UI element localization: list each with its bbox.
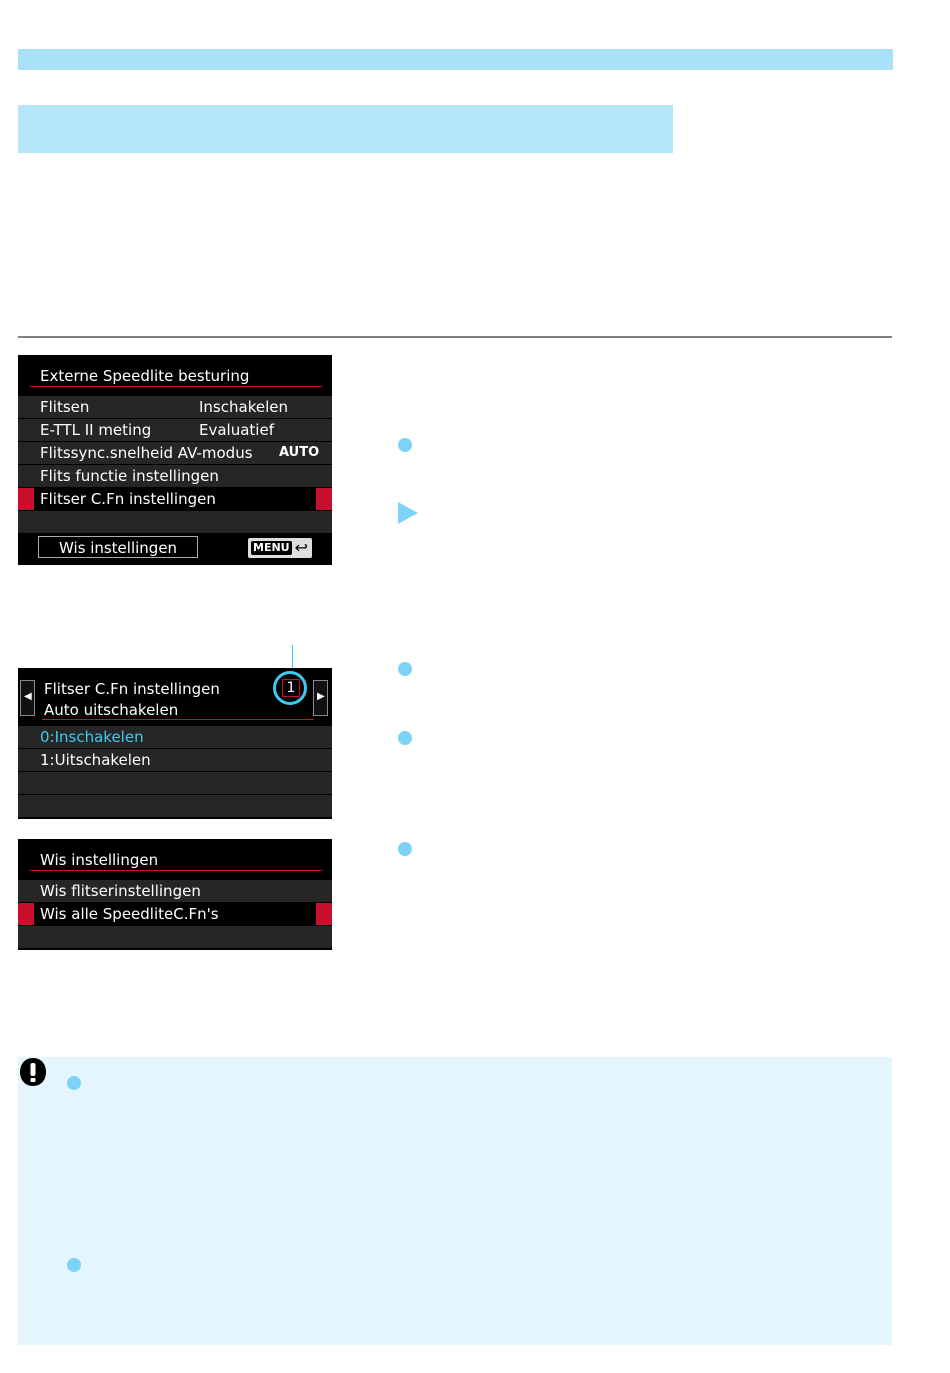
menu-row-empty [18,511,332,533]
row-label: Wis alle SpeedliteC.Fn's [40,905,219,923]
flash-cfn-screen [18,668,332,819]
menu-row-empty [18,926,332,948]
screen-title: Externe Speedlite besturing [40,367,250,385]
row-label: Flitssync.snelheid AV-modus [40,444,253,462]
bullet-dot-icon [67,1076,81,1090]
row-label: Flitsen [40,398,90,416]
menu-row-flash-sync[interactable] [18,442,332,464]
title-underline [30,870,322,871]
clear-settings-button[interactable]: Wis instellingen [38,536,198,558]
option-row-enable[interactable] [18,726,332,748]
function-name: Auto uitschakelen [44,701,179,719]
option-label: 1:Uitschakelen [40,751,151,769]
screen-title: Flitser C.Fn instellingen [44,680,220,698]
chevron-left-icon: ◀ [24,691,32,702]
menu-row-flitsen[interactable] [18,396,332,418]
bullet-dot-icon [398,731,412,745]
bullet-dot-icon [398,438,412,452]
title-underline [30,386,322,387]
step-arrow-icon [398,502,418,524]
bullet-dot-icon [398,662,412,676]
section-divider [18,336,892,338]
row-label: Flitser C.Fn instellingen [40,490,216,508]
row-label: Wis flitserinstellingen [40,882,201,900]
caution-icon [19,1057,47,1087]
title-underline [42,719,314,720]
row-value: AUTO [279,445,320,460]
prev-page-button[interactable] [20,680,35,716]
section-header-bar [18,49,893,70]
row-value: Evaluatief [199,421,274,439]
clear-settings-screen [18,839,332,950]
option-row-disable[interactable] [18,749,332,771]
menu-row-clear-cfn-selected[interactable] [18,903,332,925]
return-icon: ↩ [294,538,308,557]
option-label-selected: 0:Inschakelen [40,728,144,746]
row-label: Flits functie instellingen [40,467,219,485]
subsection-title-bar [18,105,673,153]
option-row-empty [18,795,332,817]
next-page-button[interactable] [313,680,328,716]
row-value: Inschakelen [199,398,288,416]
option-row-empty [18,772,332,794]
menu-return-button[interactable] [248,538,312,558]
menu-row-ettl-metering[interactable] [18,419,332,441]
menu-label: MENU [253,541,290,554]
highlight-circle [273,671,307,705]
row-label: E-TTL II meting [40,421,152,439]
caution-note-box [18,1057,892,1345]
menu-row-clear-flash[interactable] [18,880,332,902]
bullet-dot-icon [398,842,412,856]
menu-row-flash-cfn-selected[interactable] [18,488,332,510]
screen-title: Wis instellingen [40,851,159,869]
bullet-dot-icon [67,1258,81,1272]
chevron-right-icon: ▶ [317,691,325,702]
cfn-number: 1 [282,679,300,697]
menu-row-flash-function[interactable] [18,465,332,487]
speedlite-control-screen [18,355,332,565]
